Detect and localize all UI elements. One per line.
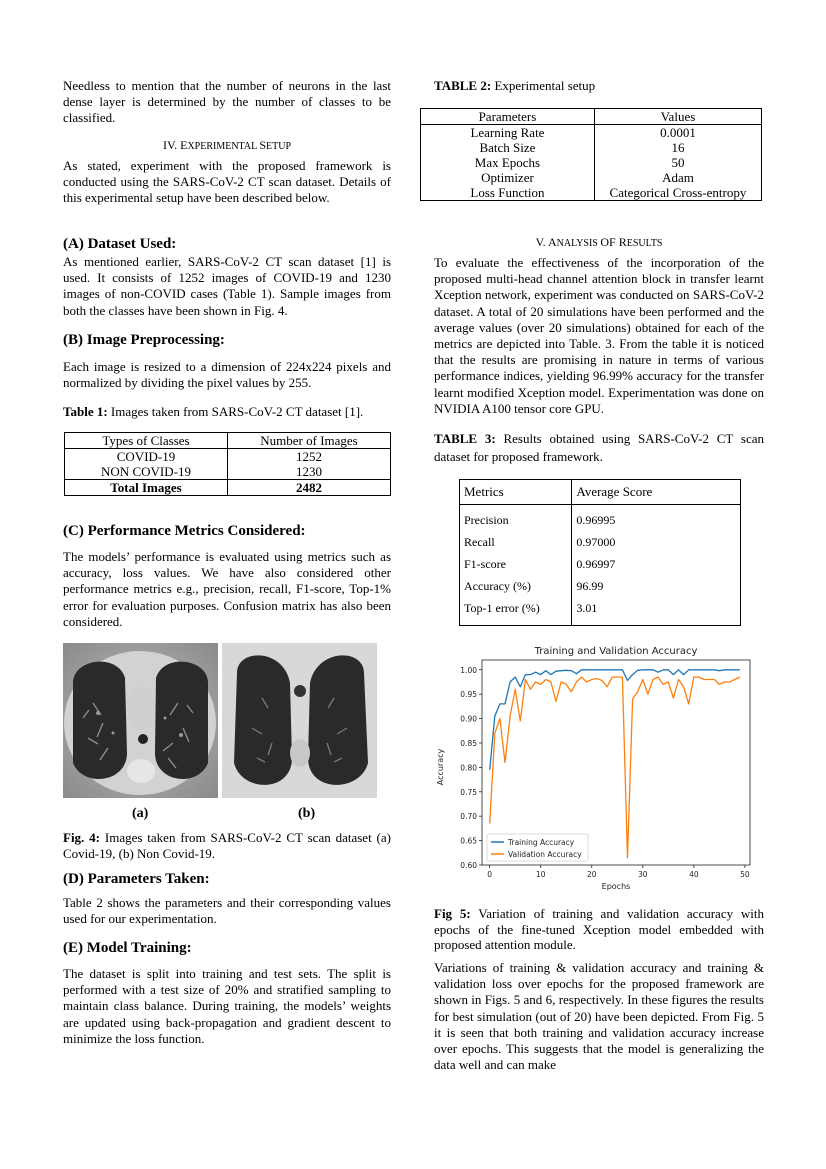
ct-scan-covid-image — [63, 643, 218, 798]
fig4-label-b: (b) — [298, 806, 316, 821]
section-iv-rest2: ETUP — [266, 141, 292, 152]
section-v-a: A — [547, 235, 557, 249]
section-iv-first2: S — [259, 138, 267, 152]
table2-cell: Batch Size — [421, 140, 595, 155]
section-v-e: ESULTS — [626, 238, 663, 249]
x-tick-label: 20 — [586, 870, 597, 879]
fig5-caption — [434, 906, 764, 953]
table3-cell: Top-1 error (%) — [460, 597, 572, 626]
table-row — [421, 185, 762, 201]
chart-title: Training and Validation Accuracy — [534, 646, 698, 657]
x-tick-label: 50 — [740, 870, 750, 879]
y-tick-label: 0.70 — [460, 812, 477, 822]
closing-paragraph: Variations of training & validation accuracy and training & validation loss over epochs for the proposed framework are shown in Figs. 5 and 6, respectively. In these figures the results for best simulation (out of 20) have been depicted. From Fig. 5 it is seen that both training and validation accuracy increase over epochs. This suggests that the model is generalizing the data well and can make — [434, 960, 764, 1073]
legend-validation-label: Validation Accuracy — [508, 850, 582, 859]
table-row — [460, 505, 741, 532]
table-row — [421, 155, 762, 170]
table-row — [460, 575, 741, 597]
section-v-b: NALYSIS — [556, 238, 601, 249]
table1-cell: NON COVID-19 — [65, 464, 228, 480]
table1-header: Number of Images — [228, 433, 391, 449]
parameters-taken-heading: (D) Parameters Taken: — [63, 871, 210, 887]
table3-header: Average Score — [572, 480, 741, 505]
section-v-c: OF — [600, 235, 619, 249]
chart-xlabel: Epochs — [601, 882, 631, 891]
x-tick-label: 0 — [487, 870, 493, 879]
model-training-heading: (E) Model Training: — [63, 940, 192, 956]
y-tick-label: 0.85 — [460, 738, 477, 748]
table3-caption — [434, 430, 764, 466]
image-preprocessing-heading: (B) Image Preprocessing: — [63, 332, 225, 348]
table2-cell: Learning Rate — [421, 125, 595, 141]
ct-scan-noncovid-image — [222, 643, 377, 798]
table-row — [421, 140, 762, 155]
table3-caption-text: Results obtained using SARS-CoV-2 CT scan dataset for proposed framework. — [434, 431, 764, 464]
fig5-caption-label: Fig 5: — [434, 906, 471, 921]
table3-cell: F1-score — [460, 553, 572, 575]
table-row — [421, 125, 762, 141]
fig4-caption — [63, 830, 391, 861]
accuracy-chart — [420, 640, 765, 895]
table3-header: Metrics — [460, 480, 572, 505]
table1-header-row — [65, 433, 391, 449]
y-tick-label: 0.95 — [460, 690, 477, 700]
table1-total-value: 2482 — [228, 480, 391, 496]
table1-caption — [63, 404, 391, 420]
table2-cell: Adam — [594, 170, 761, 185]
image-preprocessing-text: Each image is resized to a dimension of 224x224 pixels and normalized by dividing the pixel values by 255. — [63, 359, 391, 391]
table-row — [460, 531, 741, 553]
table3-cell: Accuracy (%) — [460, 575, 572, 597]
section-iv-first: E — [180, 138, 188, 152]
table2-caption — [434, 78, 764, 94]
table-row — [421, 170, 762, 185]
table2 — [420, 108, 762, 201]
parameters-taken-text: Table 2 shows the parameters and their corresponding values used for our experimentation. — [63, 895, 391, 927]
table3-cell: 0.97000 — [572, 531, 741, 553]
table1-total-row — [65, 480, 391, 496]
section-iv-text: As stated, experiment with the proposed framework is conducted using the SARS-CoV-2 CT scan dataset. Details of this experimental setup have been described below. — [63, 158, 391, 206]
chart-legend — [487, 834, 588, 861]
x-tick-label: 30 — [638, 870, 648, 879]
performance-metrics-text: The models’ performance is evaluated using metrics such as accuracy, loss values. We have also considered other performance metrics e.g., precision, recall, F1-score, Top-1% error for evaluation purposes. Confusion matrix has also been considered. — [63, 549, 391, 629]
section-iv-rest: XPERIMENTAL — [187, 141, 260, 152]
table3-cell: 0.96997 — [572, 553, 741, 575]
fig5-caption-text: Variation of training and validation accuracy with epochs of the fine-tuned Xception model embedded with proposed attention module. — [434, 906, 764, 952]
table1-header: Types of Classes — [65, 433, 228, 449]
fig4-label-a: (a) — [132, 806, 149, 821]
performance-metrics-heading: (C) Performance Metrics Considered: — [63, 523, 306, 539]
table-row — [460, 553, 741, 575]
table2-cell: 50 — [594, 155, 761, 170]
table3-cell: 96.99 — [572, 575, 741, 597]
table2-cell: Max Epochs — [421, 155, 595, 170]
fig4-caption-label: Fig. 4: — [63, 830, 101, 845]
section-iv-heading — [63, 138, 391, 153]
table1-total-label: Total Images — [65, 480, 228, 496]
table1-caption-text: Images taken from SARS-CoV-2 CT dataset [1]. — [107, 404, 364, 419]
table2-cell: 16 — [594, 140, 761, 155]
y-tick-label: 0.75 — [460, 787, 477, 797]
table2-cell: Loss Function — [421, 185, 595, 201]
dataset-used-text: As mentioned earlier, SARS-CoV-2 CT scan dataset [1] is used. It consists of 1252 images of COVID-19 and 1230 images of non-COVID cases (Table 1). Sample images from both the classes have been shown in Fig. 4. — [63, 254, 391, 318]
table2-cell: Optimizer — [421, 170, 595, 185]
y-tick-label: 0.60 — [460, 861, 477, 870]
y-tick-label: 0.80 — [460, 763, 477, 773]
table3-cell: Precision — [460, 505, 572, 532]
section-v-d: R — [618, 235, 627, 249]
table3-cell: 0.96995 — [572, 505, 741, 532]
table2-header-row — [421, 109, 762, 125]
table1 — [64, 432, 391, 496]
table-row — [65, 449, 391, 465]
table2-caption-text: Experimental setup — [491, 78, 596, 93]
table3 — [459, 479, 741, 626]
table-row — [65, 464, 391, 480]
section-iv-num: IV. — [162, 138, 181, 152]
table2-header: Values — [594, 109, 761, 125]
table1-label: Table 1: — [63, 404, 108, 419]
y-tick-label: 0.90 — [460, 714, 477, 724]
validation-accuracy-line — [490, 677, 740, 858]
table2-cell: 0.0001 — [594, 125, 761, 141]
table1-cell: 1252 — [228, 449, 391, 465]
table3-cell: Recall — [460, 531, 572, 553]
section-v-heading — [434, 235, 764, 250]
x-tick-label: 10 — [535, 870, 546, 879]
section-v-num: V. — [535, 235, 548, 249]
x-tick-label: 40 — [689, 870, 699, 879]
table-row — [460, 597, 741, 626]
table3-cell: 3.01 — [572, 597, 741, 626]
table2-cell: Categorical Cross-entropy — [594, 185, 761, 201]
model-training-text: The dataset is split into training and test sets. The split is performed with a test size of 20% and stratified sampling to maintain class balance. During training, the models’ weights are updated using back-propagation and gradient descent to minimize the loss function. — [63, 966, 391, 1046]
intro-paragraph: Needless to mention that the number of neurons in the last dense layer is determined by the number of classes to be classified. — [63, 78, 391, 126]
table3-header-row — [460, 480, 741, 505]
y-tick-label: 0.65 — [460, 836, 477, 846]
y-tick-label: 1.00 — [460, 665, 477, 675]
dataset-used-heading: (A) Dataset Used: — [63, 236, 177, 252]
table2-label: TABLE 2: — [434, 78, 492, 93]
table1-cell: 1230 — [228, 464, 391, 480]
training-accuracy-line — [490, 670, 740, 770]
table3-label: TABLE 3: — [434, 431, 496, 446]
section-v-text: To evaluate the effectiveness of the incorporation of the proposed multi-head channel attention block in transfer learnt Xception network, experiment was conducted on SARS-CoV-2 dataset. A total of 20 simulations have been performed and the average values (over 20 simulations) obtained for each of the metrics are depicted into Table. 3. From the table it is noticed that the results are promising in nature in terms of various performance indices, yielding 96.99% accuracy for the transfer learnt modified Xception model. Experimentation was done on NVIDIA A100 tensor core GPU. — [434, 255, 764, 416]
table2-header: Parameters — [421, 109, 595, 125]
legend-training-label: Training Accuracy — [508, 838, 575, 847]
fig4-caption-text: Images taken from SARS-CoV-2 CT scan dataset (a) Covid-19, (b) Non Covid-19. — [63, 830, 391, 861]
chart-ylabel: Accuracy — [436, 748, 445, 786]
table1-cell: COVID-19 — [65, 449, 228, 465]
